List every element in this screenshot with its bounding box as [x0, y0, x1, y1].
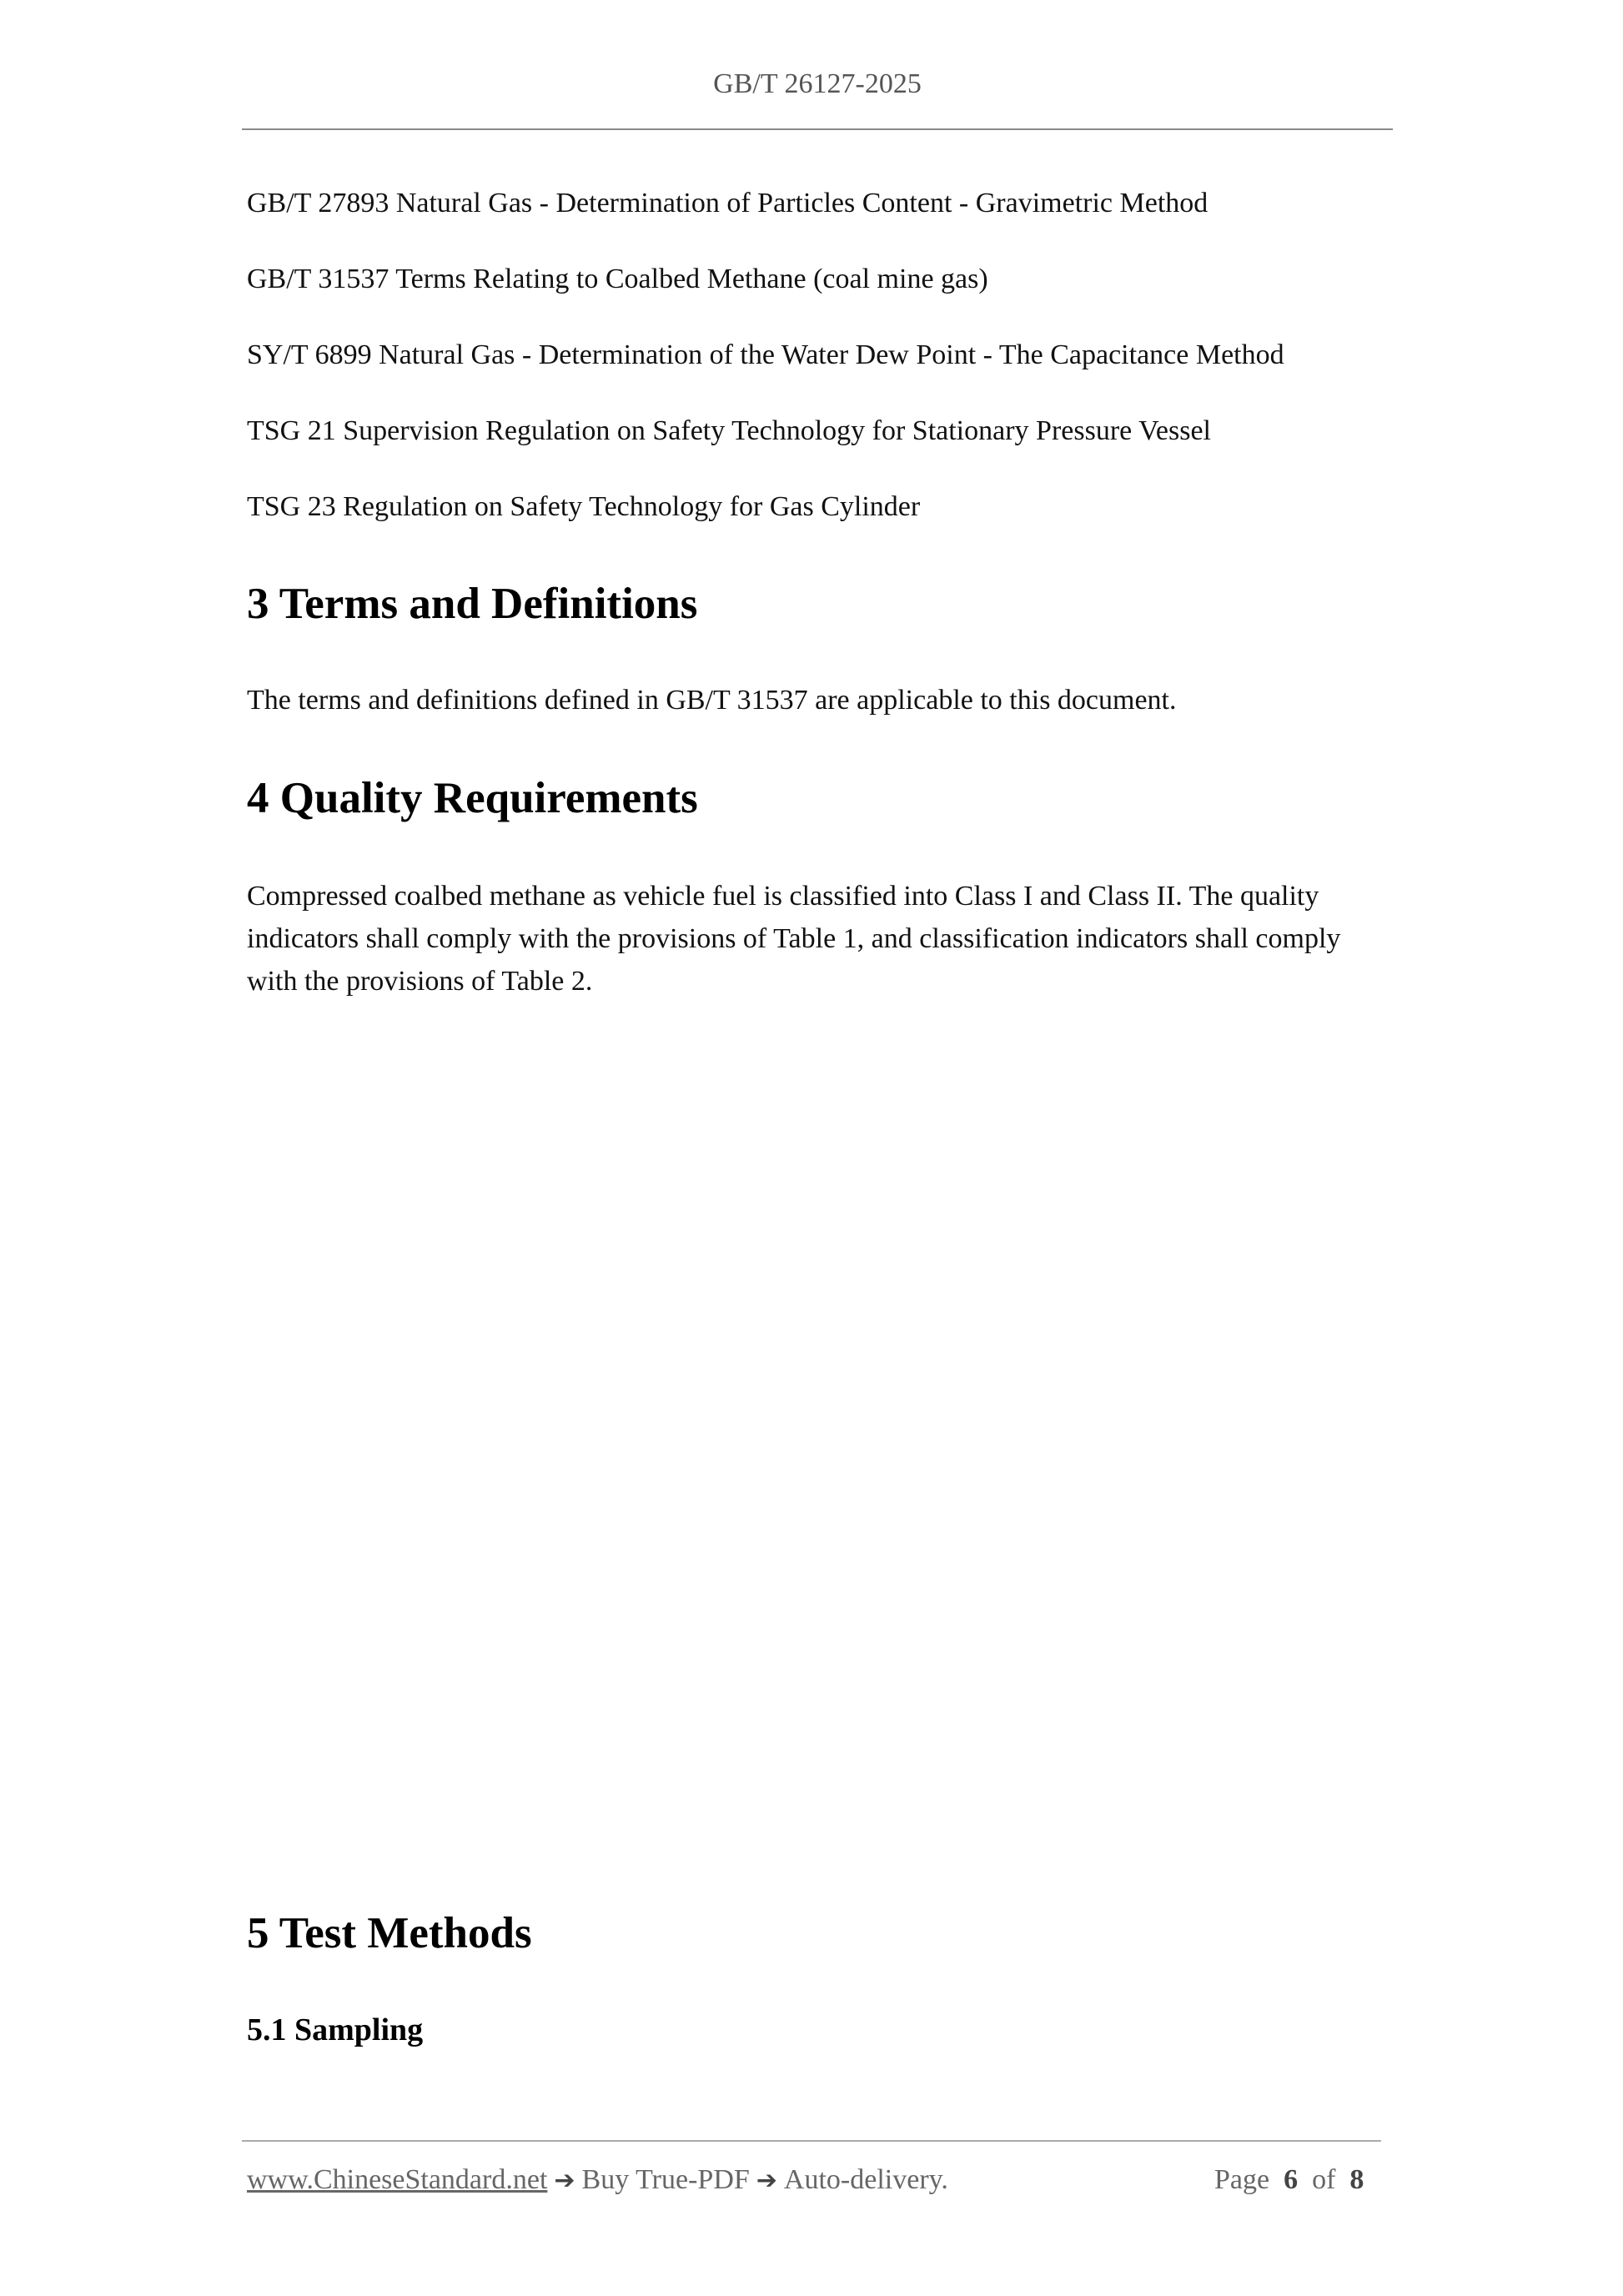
reference-item: GB/T 31537 Terms Relating to Coalbed Methane (coal mine gas): [247, 264, 988, 294]
site-link[interactable]: www.ChineseStandard.net: [247, 2164, 548, 2195]
arrow-right-icon: ➔: [756, 2166, 777, 2195]
auto-delivery-text: Auto-delivery.: [783, 2164, 948, 2195]
page-header-standard-id: GB/T 26127-2025: [713, 68, 922, 99]
page-label: Page: [1214, 2164, 1270, 2195]
section-5-1-heading: 5.1 Sampling: [247, 2012, 424, 2047]
page-total: 8: [1349, 2164, 1364, 2195]
header-divider: [242, 128, 1393, 130]
section-4-heading: 4 Quality Requirements: [247, 774, 698, 822]
reference-item: GB/T 27893 Natural Gas - Determination of Particles Content - Gravimetric Method: [247, 188, 1208, 219]
page-number: [1214, 2163, 1364, 2197]
arrow-right-icon: ➔: [554, 2166, 575, 2195]
of-label: of: [1312, 2164, 1336, 2195]
reference-item: TSG 23 Regulation on Safety Technology for Gas Cylinder: [247, 491, 921, 522]
section-4-line: Compressed coalbed methane as vehicle fuel is classified into Class I and Class II. The quality: [247, 881, 1319, 912]
reference-item: TSG 21 Supervision Regulation on Safety Technology for Stationary Pressure Vessel: [247, 415, 1211, 446]
buy-true-pdf-text: Buy True-PDF: [581, 2164, 750, 2195]
section-4-paragraph: [247, 875, 1340, 1002]
section-3-heading: 3 Terms and Definitions: [247, 580, 698, 628]
page-current: 6: [1284, 2164, 1299, 2195]
footer-divider: [242, 2140, 1381, 2142]
section-4-line: with the provisions of Table 2.: [247, 966, 593, 997]
reference-item: SY/T 6899 Natural Gas - Determination of the Water Dew Point - The Capacitance Method: [247, 339, 1284, 370]
section-5-heading: 5 Test Methods: [247, 1909, 532, 1957]
section-3-text: The terms and definitions defined in GB/T 31537 are applicable to this document.: [247, 685, 1177, 716]
footer-promo: [247, 2163, 948, 2198]
section-4-line: indicators shall comply with the provisions of Table 1, and classification indicators shall comply: [247, 923, 1341, 954]
